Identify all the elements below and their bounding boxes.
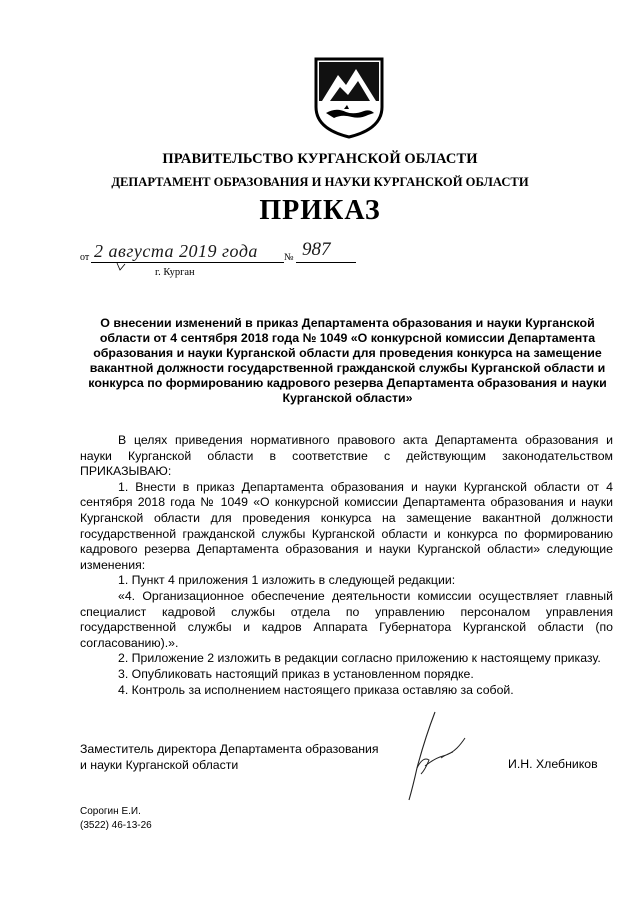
item-1-paragraph: 1. Внести в приказ Департамента образования и науки Курганской области от 4 сентября 2018 года № 1049 «О конкурсной комиссии Департамента образования и науки Курганской области для проведения конкурса на замещение вакантной должности государственной гражданской службы Курганской области и конкурса по формированию кадрового резерва Департамента образования и науки Курганской области» следующие изменения: [80, 479, 613, 572]
preamble-paragraph: В целях приведения нормативного правового акта Департамента образования и науки Курганской области в соответствие с действующим законодательством ПРИКАЗЫВАЮ: [80, 433, 613, 479]
executor-phone: (3522) 46-13-26 [80, 820, 152, 831]
coat-of-arms-emblem [314, 57, 384, 139]
executor-name: Сорогин Е.И. [80, 806, 141, 817]
date-prefix-label: от [80, 252, 90, 263]
department-title: ДЕПАРТАМЕНТ ОБРАЗОВАНИЯ И НАУКИ КУРГАНСКОЙ ОБЛАСТИ [111, 175, 529, 189]
item-1-2-paragraph: 2. Приложение 2 изложить в редакции согласно приложению к настоящему приказу. [118, 651, 601, 666]
signer-position [80, 741, 410, 773]
item-1-quote-paragraph: «4. Организационное обеспечение деятельности комиссии осуществляет главный специалист кадровой службы отдела по управлению персоналом управления государственной службы и кадров Аппарата Губернатора Курганской области (по согласованию).». [80, 588, 613, 650]
signer-name: И.Н. Хлебников [508, 757, 598, 771]
signer-position-line-2: и науки Курганской области [80, 758, 239, 772]
number-sign-label: № [284, 252, 294, 263]
government-title: ПРАВИТЕЛЬСТВО КУРГАНСКОЙ ОБЛАСТИ [162, 151, 478, 167]
handwritten-date: 2 августа 2019 года [94, 241, 258, 261]
signer-position-line-1: Заместитель директора Департамента образования [80, 742, 379, 756]
order-subject: О внесении изменений в приказ Департамента образования и науки Курганской области от 4 сентября 2018 года № 1049 «О конкурсной комиссии Департамента образования и науки Курганской области для проведения конкурса на замещение вакантной должности государственной гражданской службы Курганской области и конкурса по формированию кадрового резерва Департамента образования и науки Курганской области» [88, 316, 607, 406]
city-label: г. Курган [155, 267, 195, 278]
handwritten-signature [395, 708, 475, 804]
handwritten-number: 987 [302, 239, 331, 260]
item-3-paragraph: 3. Опубликовать настоящий приказ в установленном порядке. [118, 666, 474, 681]
order-body [80, 433, 613, 698]
tick-mark-icon [116, 262, 126, 272]
item-4-paragraph: 4. Контроль за исполнением настоящего приказа оставляю за собой. [118, 682, 514, 697]
document-type-title: ПРИКАЗ [259, 195, 381, 226]
number-underline [296, 262, 356, 263]
item-1-1-paragraph: 1. Пункт 4 приложения 1 изложить в следующей редакции: [118, 573, 456, 588]
